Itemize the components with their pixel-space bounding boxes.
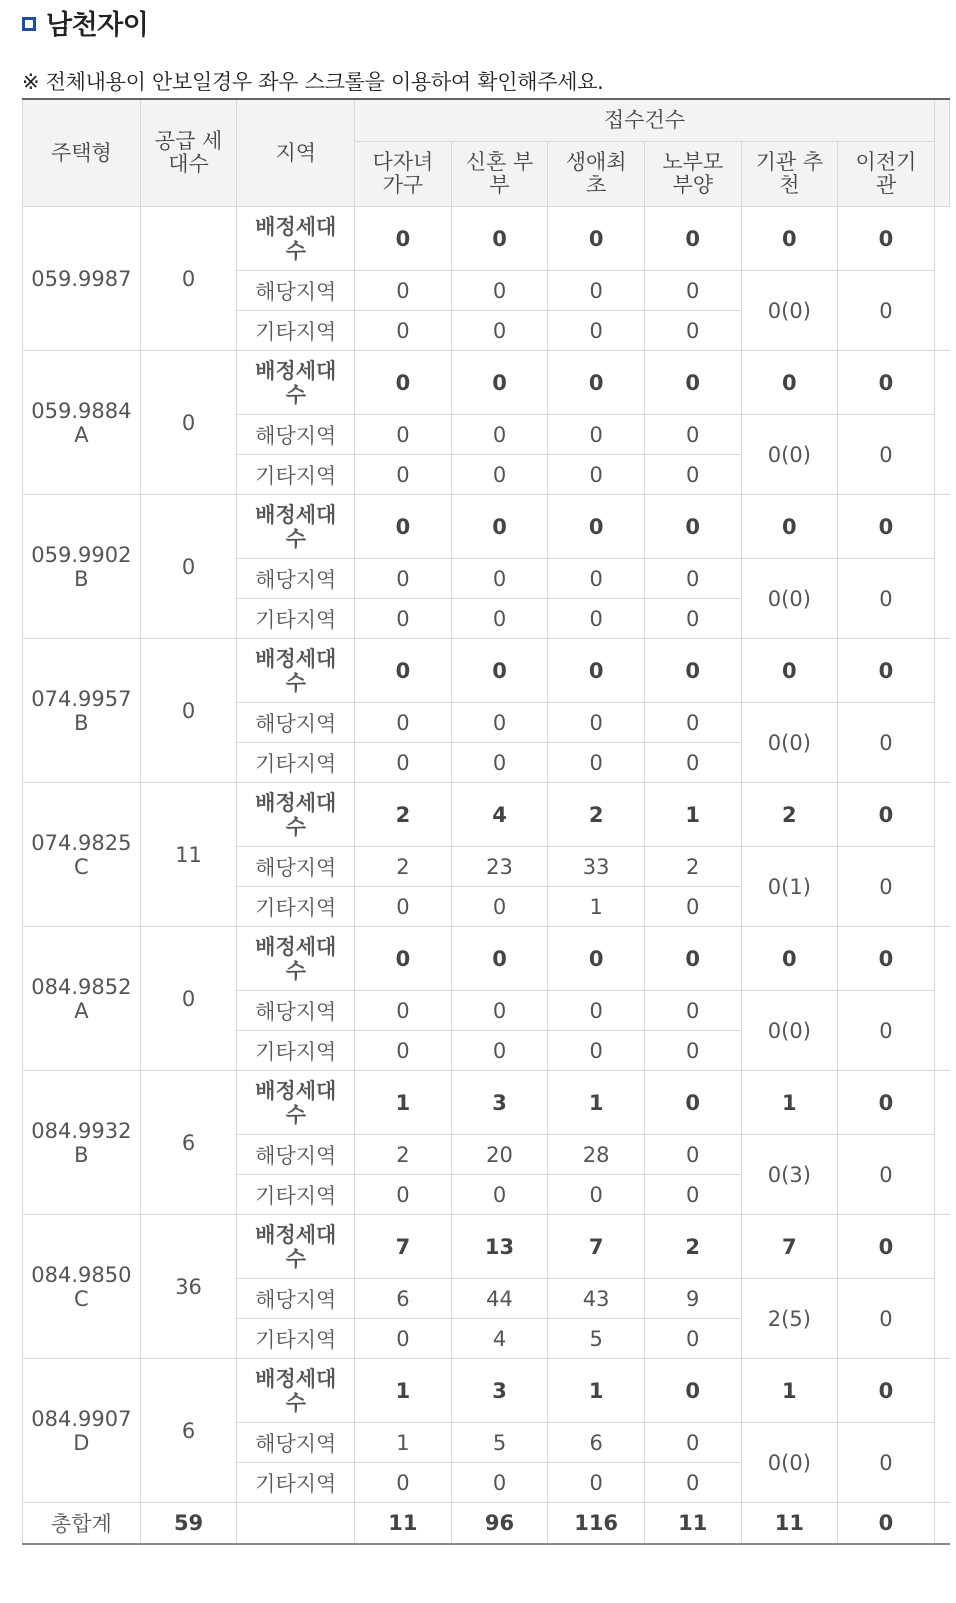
overflow-cell [934,783,949,927]
region-allocated: 배정세대 수 [237,207,355,271]
local-value: 28 [548,1135,645,1175]
housing-type: 084.9932 B [23,1071,141,1215]
local-value: 0 [355,559,452,599]
other-value: 0 [548,599,645,639]
header-multi-child: 다자녀 가구 [355,142,452,207]
table-row [23,351,950,415]
local-value: 0 [644,559,741,599]
housing-type: 059.9902 B [23,495,141,639]
other-value: 0 [451,1031,548,1071]
allocated-value: 7 [355,1215,452,1279]
total-value: 11 [644,1503,741,1545]
local-value: 5 [451,1423,548,1463]
relocation-value: 0 [838,1279,935,1359]
total-label: 총합계 [23,1503,141,1545]
allocated-value: 0 [838,1071,935,1135]
allocated-value: 1 [741,1359,838,1423]
allocated-value: 1 [355,1071,452,1135]
allocated-value: 0 [548,927,645,991]
total-row [23,1503,950,1545]
table-row [23,1215,950,1279]
header-newlywed: 신혼 부 부 [451,142,548,207]
local-value: 2 [355,1135,452,1175]
housing-type: 084.9907 D [23,1359,141,1503]
region-allocated: 배정세대 수 [237,1359,355,1423]
local-value: 44 [451,1279,548,1319]
header-relocation: 이전기 관 [838,142,935,207]
region-other: 기타지역 [237,599,355,639]
other-value: 0 [355,599,452,639]
allocated-value: 0 [451,351,548,415]
other-value: 0 [644,1031,741,1071]
allocated-value: 7 [548,1215,645,1279]
housing-type: 074.9825 C [23,783,141,927]
local-value: 0 [644,1135,741,1175]
institution-value: 0(3) [741,1135,838,1215]
allocated-value: 0 [838,495,935,559]
allocated-value: 0 [644,927,741,991]
other-value: 0 [451,1175,548,1215]
square-bullet-icon [22,17,36,31]
region-other: 기타지역 [237,1463,355,1503]
local-value: 0 [355,415,452,455]
allocated-value: 2 [741,783,838,847]
total-value: 96 [451,1503,548,1545]
header-overflow [934,99,949,207]
other-value: 0 [355,743,452,783]
other-value: 0 [644,1175,741,1215]
allocated-value: 0 [644,351,741,415]
other-value: 0 [355,887,452,927]
institution-value: 0(0) [741,991,838,1071]
table-body [23,207,950,1545]
local-value: 0 [644,1423,741,1463]
local-value: 0 [451,559,548,599]
local-value: 0 [644,991,741,1031]
other-value: 0 [644,1319,741,1359]
region-local: 해당지역 [237,847,355,887]
region-local: 해당지역 [237,1135,355,1175]
supply-count: 0 [140,639,237,783]
other-value: 0 [644,599,741,639]
page-title: 남천자이 [46,9,149,41]
relocation-value: 0 [838,847,935,927]
local-value: 6 [548,1423,645,1463]
supply-count: 0 [140,927,237,1071]
local-value: 0 [548,559,645,599]
allocated-value: 0 [355,351,452,415]
supply-count: 36 [140,1215,237,1359]
allocated-value: 0 [838,1359,935,1423]
region-allocated: 배정세대 수 [237,639,355,703]
housing-type: 084.9852 A [23,927,141,1071]
local-value: 0 [548,991,645,1031]
institution-value: 0(1) [741,847,838,927]
local-value: 0 [355,703,452,743]
overflow-cell [934,495,949,639]
application-count-table [22,98,950,1545]
other-value: 0 [355,1175,452,1215]
total-value: 0 [838,1503,935,1545]
other-value: 0 [451,743,548,783]
page-title-bar [22,0,148,44]
allocated-value: 0 [548,495,645,559]
region-local: 해당지역 [237,415,355,455]
overflow-cell [934,927,949,1071]
region-allocated: 배정세대 수 [237,351,355,415]
local-value: 0 [644,415,741,455]
other-value: 0 [548,1031,645,1071]
allocated-value: 1 [741,1071,838,1135]
institution-value: 2(5) [741,1279,838,1359]
allocated-value: 0 [741,639,838,703]
relocation-value: 0 [838,703,935,783]
local-value: 9 [644,1279,741,1319]
local-value: 0 [451,991,548,1031]
local-value: 0 [548,703,645,743]
allocated-value: 0 [644,639,741,703]
scroll-notice: ※ 전체내용이 안보일경우 좌우 스크롤을 이용하여 확인해주세요. [22,70,604,94]
relocation-value: 0 [838,271,935,351]
header-type: 주택형 [23,99,141,207]
supply-count: 11 [140,783,237,927]
institution-value: 0(0) [741,271,838,351]
allocated-value: 13 [451,1215,548,1279]
total-value: 11 [741,1503,838,1545]
allocated-value: 0 [451,207,548,271]
header-row [23,99,950,142]
region-local: 해당지역 [237,703,355,743]
allocated-value: 2 [644,1215,741,1279]
region-allocated: 배정세대 수 [237,495,355,559]
allocated-value: 4 [451,783,548,847]
allocated-value: 0 [451,639,548,703]
overflow-cell [934,207,949,351]
region-allocated: 배정세대 수 [237,1071,355,1135]
housing-type: 059.9884 A [23,351,141,495]
table-row [23,495,950,559]
other-value: 0 [548,1175,645,1215]
other-value: 0 [644,311,741,351]
total-supply: 59 [140,1503,237,1545]
other-value: 0 [548,311,645,351]
region-other: 기타지역 [237,743,355,783]
allocated-value: 3 [451,1359,548,1423]
header-region: 지역 [237,99,355,207]
relocation-value: 0 [838,1135,935,1215]
institution-value: 0(0) [741,559,838,639]
other-value: 0 [548,743,645,783]
other-value: 0 [451,599,548,639]
supply-count: 0 [140,495,237,639]
table-row [23,639,950,703]
allocated-value: 7 [741,1215,838,1279]
overflow-cell [934,1071,949,1215]
allocated-value: 1 [548,1359,645,1423]
allocated-value: 0 [644,495,741,559]
overflow-cell [934,639,949,783]
local-value: 0 [355,271,452,311]
allocated-value: 0 [838,207,935,271]
allocated-value: 1 [355,1359,452,1423]
institution-value: 0(0) [741,703,838,783]
other-value: 1 [548,887,645,927]
relocation-value: 0 [838,559,935,639]
allocated-value: 0 [741,351,838,415]
allocated-value: 0 [451,495,548,559]
region-local: 해당지역 [237,991,355,1031]
other-value: 0 [451,887,548,927]
region-local: 해당지역 [237,559,355,599]
allocated-value: 0 [741,495,838,559]
local-value: 1 [355,1423,452,1463]
other-value: 0 [644,743,741,783]
overflow-cell [934,1359,949,1503]
allocated-value: 0 [644,1359,741,1423]
allocated-value: 0 [644,207,741,271]
local-value: 0 [451,271,548,311]
header-elderly-parent: 노부모 부양 [644,142,741,207]
other-value: 5 [548,1319,645,1359]
region-other: 기타지역 [237,1319,355,1359]
local-value: 43 [548,1279,645,1319]
local-value: 23 [451,847,548,887]
overflow-cell [934,351,949,495]
allocated-value: 0 [741,207,838,271]
local-value: 20 [451,1135,548,1175]
header-first-home: 생애최 초 [548,142,645,207]
other-value: 0 [548,1463,645,1503]
allocated-value: 0 [838,1215,935,1279]
region-other: 기타지역 [237,1031,355,1071]
other-value: 0 [548,455,645,495]
housing-type: 084.9850 C [23,1215,141,1359]
table-row [23,783,950,847]
total-value: 116 [548,1503,645,1545]
region-local: 해당지역 [237,1279,355,1319]
allocated-value: 0 [451,927,548,991]
allocated-value: 0 [355,639,452,703]
local-value: 0 [451,703,548,743]
supply-count: 6 [140,1071,237,1215]
allocated-value: 0 [838,783,935,847]
supply-count: 6 [140,1359,237,1503]
table-row [23,1071,950,1135]
other-value: 0 [644,1463,741,1503]
allocated-value: 1 [644,783,741,847]
local-value: 0 [644,271,741,311]
other-value: 0 [355,1319,452,1359]
allocated-value: 2 [548,783,645,847]
region-allocated: 배정세대 수 [237,783,355,847]
other-value: 0 [355,311,452,351]
allocated-value: 0 [548,351,645,415]
local-value: 0 [355,991,452,1031]
other-value: 4 [451,1319,548,1359]
supply-count: 0 [140,351,237,495]
allocated-value: 0 [741,927,838,991]
header-supply: 공급 세 대수 [140,99,237,207]
allocated-value: 3 [451,1071,548,1135]
overflow-cell [934,1215,949,1359]
total-region [237,1503,355,1545]
table-row [23,927,950,991]
other-value: 0 [644,887,741,927]
housing-type: 074.9957 B [23,639,141,783]
other-value: 0 [451,311,548,351]
allocated-value: 0 [355,495,452,559]
header-application-count: 접수건수 [355,99,935,142]
allocated-value: 0 [355,927,452,991]
region-other: 기타지역 [237,887,355,927]
region-allocated: 배정세대 수 [237,927,355,991]
allocated-value: 0 [644,1071,741,1135]
institution-value: 0(0) [741,415,838,495]
local-value: 0 [548,415,645,455]
local-value: 0 [644,703,741,743]
local-value: 0 [548,271,645,311]
region-local: 해당지역 [237,271,355,311]
region-allocated: 배정세대 수 [237,1215,355,1279]
local-value: 33 [548,847,645,887]
allocated-value: 0 [838,639,935,703]
table-row [23,1359,950,1423]
institution-value: 0(0) [741,1423,838,1503]
local-value: 2 [355,847,452,887]
allocated-value: 0 [838,927,935,991]
allocated-value: 0 [838,351,935,415]
other-value: 0 [451,1463,548,1503]
other-value: 0 [355,1463,452,1503]
allocated-value: 2 [355,783,452,847]
table-row [23,207,950,271]
allocated-value: 0 [355,207,452,271]
local-value: 2 [644,847,741,887]
region-other: 기타지역 [237,311,355,351]
allocated-value: 0 [548,639,645,703]
other-value: 0 [644,455,741,495]
other-value: 0 [355,455,452,495]
header-institution: 기관 추 천 [741,142,838,207]
region-other: 기타지역 [237,1175,355,1215]
allocated-value: 0 [548,207,645,271]
allocated-value: 1 [548,1071,645,1135]
housing-type: 059.9987 [23,207,141,351]
total-value: 11 [355,1503,452,1545]
overflow-cell [934,1503,949,1545]
relocation-value: 0 [838,415,935,495]
relocation-value: 0 [838,1423,935,1503]
other-value: 0 [355,1031,452,1071]
supply-count: 0 [140,207,237,351]
relocation-value: 0 [838,991,935,1071]
region-other: 기타지역 [237,455,355,495]
local-value: 6 [355,1279,452,1319]
local-value: 0 [451,415,548,455]
other-value: 0 [451,455,548,495]
region-local: 해당지역 [237,1423,355,1463]
